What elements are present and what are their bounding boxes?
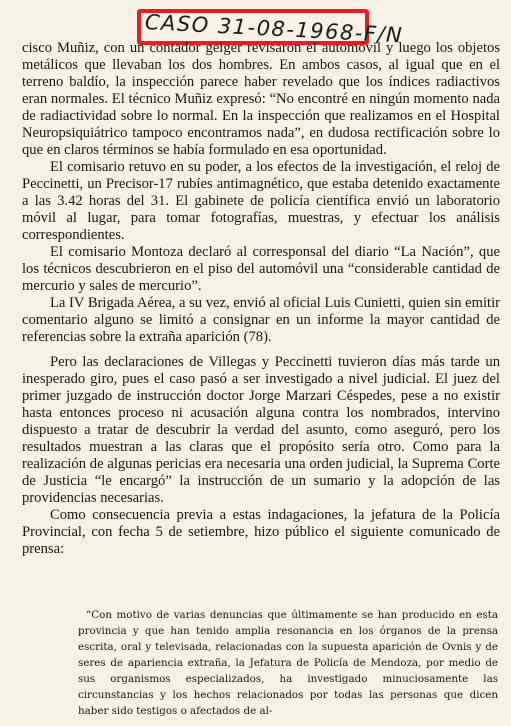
paragraph: Pero las declaraciones de Villegas y Peccinetti tuvieron días más tarde un inesperado giro, pues el caso pasó a ser investigado a nivel judicial. El juez del primer juzgado de instrucción doctor Jorge Marzari Céspedes, pese a no existir hasta entonces proceso ni acusación alguna contra los nombrados, intervino dispuesto a tratar de descubrir la verdad del asunto, como aseguró, pero los resultados muestran a las claras que el propósito sería otro. Como para la realización de algunas pericias era necesaria una orden judicial, la Suprema Corte de Justicia “le encargó” la instrucción de un sumario y la adopción de las providencias necesarias.: [22, 354, 500, 506]
case-stamp-label: CASO 31-08-1968-F/N: [144, 10, 404, 48]
paragraph: La IV Brigada Aérea, a su vez, envió al oficial Luis Cunietti, quien sin emitir comentario alguno se limitó a consignar en un informe la mayor cantidad de referencias sobre la extraña aparición (78).: [22, 295, 500, 345]
quote-text: “Con motivo de varias denuncias que últimamente se han producido en esta provincia y que han tenido amplia resonancia en los órganos de la prensa escrita, oral y televisada, relacionadas con la supuesta aparición de Ovnis y de seres de apariencia extraña, la Jefatura de Policía de Mendoza, por medio de sus organismos especializados, ha investigado minuciosamente las circunstancias y los hechos relacionados por todas las personas que dicen haber sido testigos o afectados de al-: [78, 609, 498, 717]
paragraph: cisco Muñiz, con un contador geiger revisaron el automóvil y luego los objetos metálicos que llevaban los dos hombres. En ambos casos, al igual que en el terreno baldío, la inspección parece haber revelado que los índices radiactivos eran normales. El técnico Muñiz expresó: “No encontré en ningún momento nada de radiactividad sobre lo normal. En la inspección que realizamos en el Hospital Neuropsiquiátrico tampoco encontramos nada”, en dudosa rectificación sobre lo que en claros términos se había formulado en esa oportunidad.: [22, 40, 500, 158]
paragraph: El comisario retuvo en su poder, a los efectos de la investigación, el reloj de Peccinetti, un Precisor-17 rubíes antimagnético, que estaba detenido exactamente a las 3.42 horas del 31. El gabinete de policía científica envió un laboratorio móvil al lugar, para tomar fotografías, muestras, y efectuar los análisis correspondientes.: [22, 159, 500, 243]
press-release-quote: [78, 607, 498, 719]
body-text: [22, 40, 500, 558]
paragraph: El comisario Montoza declaró al corresponsal del diario “La Nación”, que los técnicos descubrieron en el piso del automóvil una “considerable cantidad de mercurio y sales de mercurio”.: [22, 244, 500, 294]
paragraph: Como consecuencia previa a estas indagaciones, la jefatura de la Policía Provincial, con fecha 5 de setiembre, hizo público el siguiente comunicado de prensa:: [22, 507, 500, 557]
